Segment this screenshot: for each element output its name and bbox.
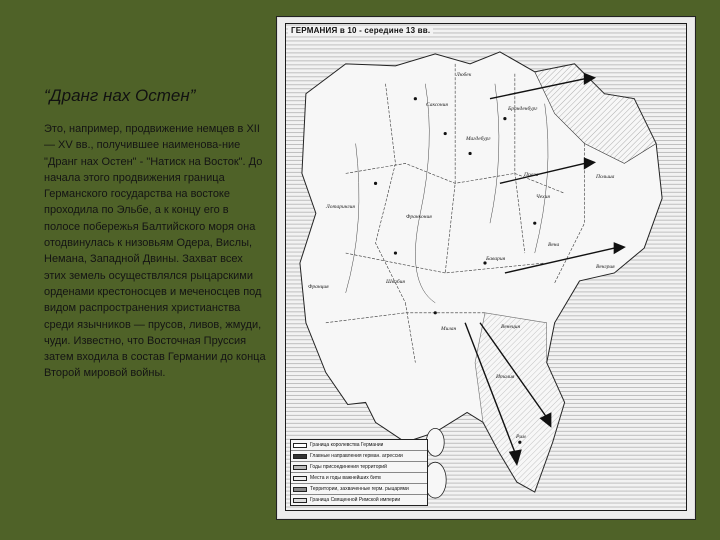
map-drawing — [286, 24, 686, 510]
legend-swatch — [293, 476, 307, 481]
map-label-franconia: Франкония — [406, 214, 432, 220]
map-label-bohemia: Чехия — [536, 194, 550, 200]
legend-swatch — [293, 487, 307, 492]
legend-text: Главные направления герман. агрессии — [310, 453, 403, 459]
legend-row — [291, 473, 427, 484]
map-label-lubeck: Любек — [456, 72, 472, 78]
map-label-italy: Италия — [496, 374, 515, 380]
map-legend — [290, 439, 428, 506]
legend-swatch — [293, 465, 307, 470]
map-label-bavaria: Бавария — [486, 256, 506, 262]
corsica-island — [426, 428, 444, 456]
map-title: ГЕРМАНИЯ в 10 - середине 13 вв. — [288, 26, 433, 35]
map-label-lorraine: Лотарингия — [326, 204, 355, 210]
legend-text: Годы присоединения территорий — [310, 464, 387, 470]
legend-text: Граница королевства Германии — [310, 442, 384, 448]
map-label-swabia: Швабия — [386, 279, 405, 285]
map-label-vienna: Вена — [548, 242, 560, 248]
legend-text: Граница Священной Римской империи — [310, 497, 401, 503]
legend-text: Места и годы важнейших битв — [310, 475, 381, 481]
map-label-milan: Милан — [441, 326, 457, 332]
legend-row — [291, 484, 427, 495]
map-label-saxony: Саксония — [426, 102, 448, 108]
map-label-rome: Рим — [516, 434, 526, 440]
legend-swatch — [293, 454, 307, 459]
map-label-venice: Венеция — [501, 324, 521, 330]
legend-row — [291, 495, 427, 505]
legend-swatch — [293, 498, 307, 503]
map-label-magdeburg: Магдебург — [466, 136, 491, 142]
legend-row — [291, 440, 427, 451]
map-label-hungary: Венгрия — [596, 264, 615, 270]
map-label-poland: Польша — [596, 174, 615, 180]
slide-title: “Дранг нах Остен” — [44, 86, 196, 105]
map-label-prague: Прага — [524, 172, 539, 178]
legend-text: Территории, захваченные герм. рыцарями — [310, 486, 409, 492]
map-canvas — [285, 23, 687, 511]
map-label-brandenburg: Бранденбург — [508, 106, 538, 112]
historical-map — [276, 16, 696, 520]
map-label-france: Франция — [308, 284, 329, 290]
legend-row — [291, 451, 427, 462]
legend-swatch — [293, 443, 307, 448]
slide-body-text: Это, например, продвижение немцев в XII — XV вв., получившее наименова-ние "Дранг нах Остен" - "Натиск на Восток". До начала этого продвижения граница Германского государства на востоке проходила по Эльбе, а к концу его в полосе побережья Балтийского моря она отодвинулась к низовьям Одера, Вислы, Немана, Западной Двины. Захват всех этих земель осуществлялся рыцарскими орденами крестоносцев и меченосцев под видом распространения христианства среди язычников — прусов, ливов, жмуди, чуди. Известно, что Восточная Пруссия затем входила в состав Германии до конца Второй мировой войны. — [44, 123, 266, 380]
legend-row — [291, 462, 427, 473]
